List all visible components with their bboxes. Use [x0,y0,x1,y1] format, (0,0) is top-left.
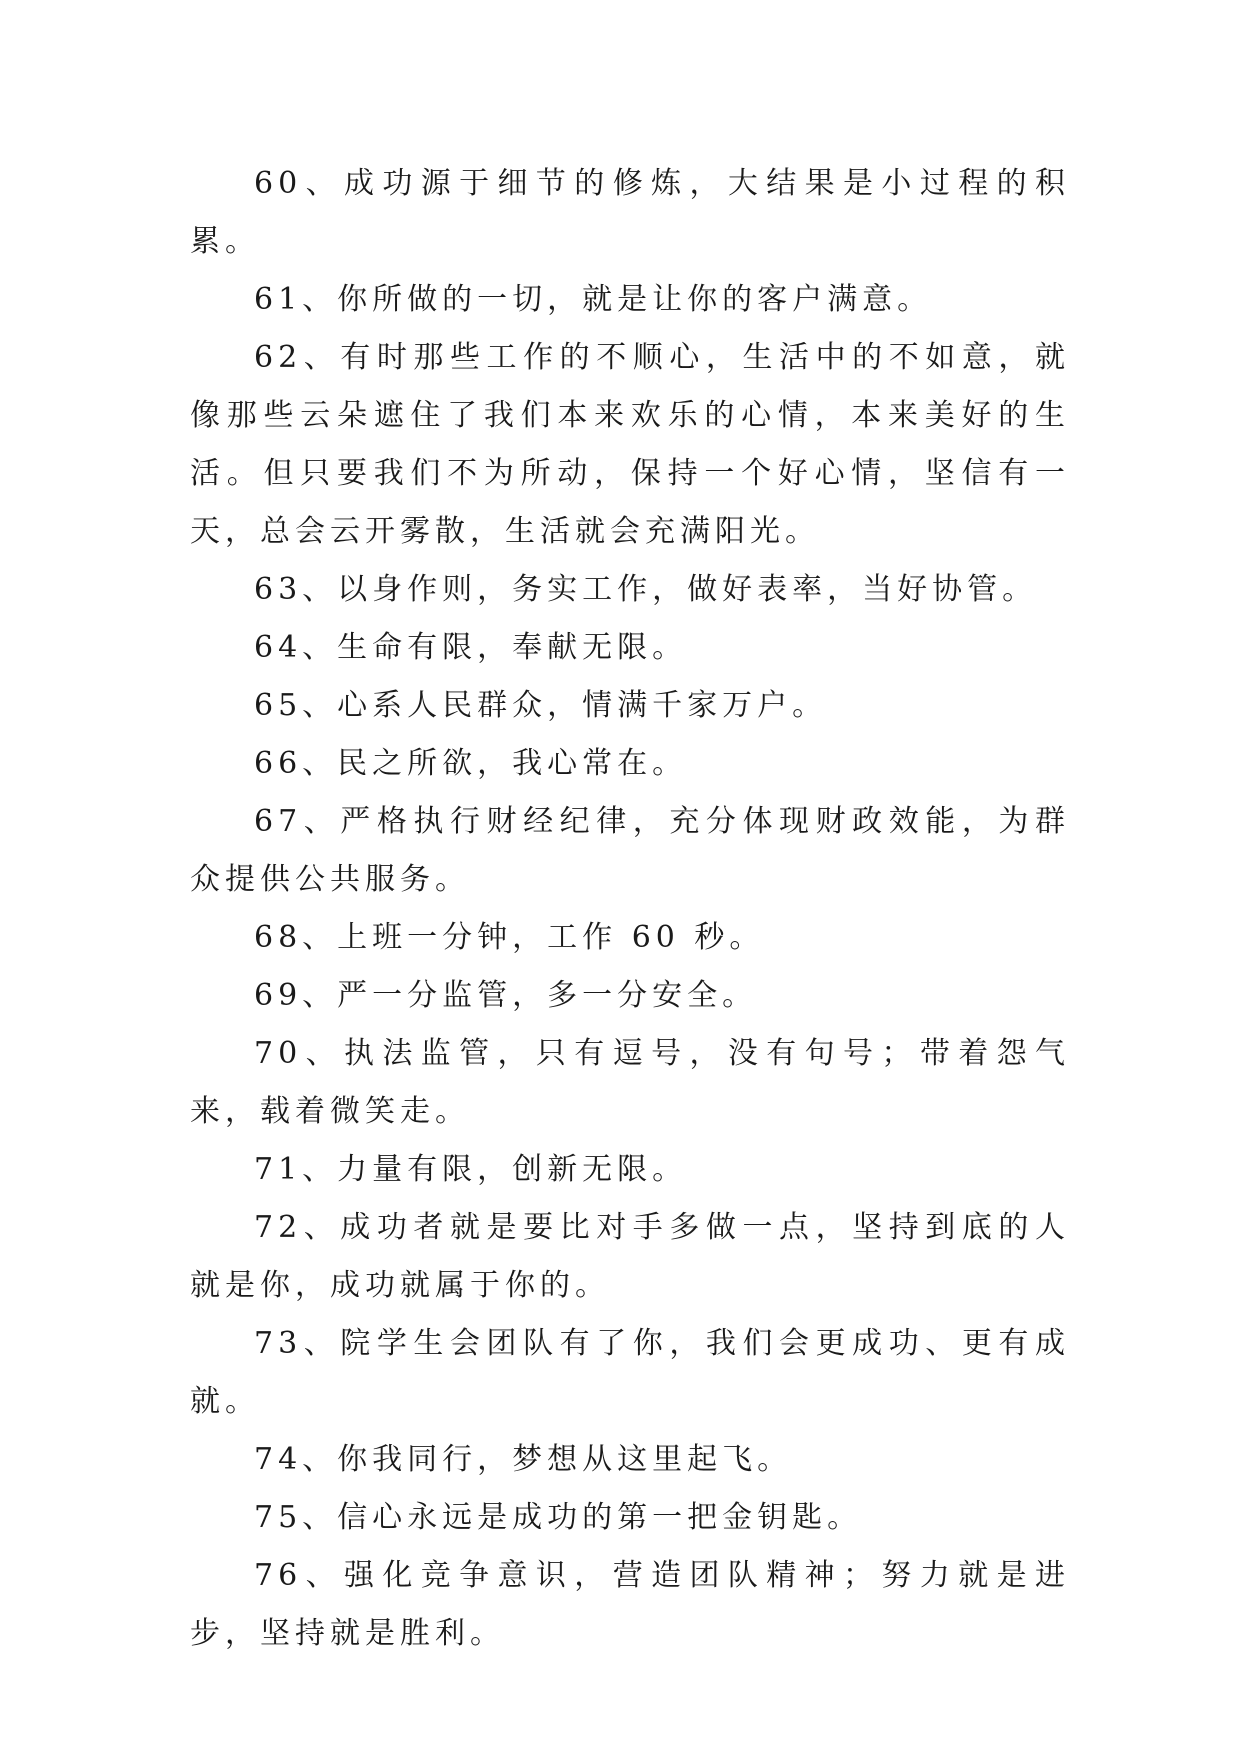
paragraph-74: 74、你我同行，梦想从这里起飞。 [254,1442,793,1477]
document-body [190,155,1070,1663]
paragraph-62: 62、有时那些工作的不顺心，生活中的不如意，就像那些云朵遮住了我们本来欢乐的心情，本来美好的生活。但只要我们不为所动，保持一个好心情，坚信有一天，总会云开雾散，生活就会充满阳光。 [190,340,1070,549]
paragraph-61: 61、你所做的一切，就是让你的客户满意。 [254,282,933,317]
paragraph-60: 60、成功源于细节的修炼，大结果是小过程的积累。 [190,166,1070,259]
paragraph-76: 76、强化竞争意识，营造团队精神；努力就是进步，坚持就是胜利。 [190,1558,1070,1651]
paragraph-69: 69、严一分监管，多一分安全。 [254,978,758,1013]
paragraph-67: 67、严格执行财经纪律，充分体现财政效能，为群众提供公共服务。 [190,804,1070,897]
paragraph-64: 64、生命有限，奉献无限。 [254,630,688,665]
paragraph-65: 65、心系人民群众，情满千家万户。 [254,688,828,723]
paragraph-63: 63、以身作则，务实工作，做好表率，当好协管。 [254,572,1038,607]
paragraph-70: 70、执法监管，只有逗号，没有句号；带着怨气来，载着微笑走。 [190,1036,1070,1129]
paragraph-72: 72、成功者就是要比对手多做一点，坚持到底的人就是你，成功就属于你的。 [190,1210,1070,1303]
paragraph-75: 75、信心永远是成功的第一把金钥匙。 [254,1500,863,1535]
paragraph-73: 73、院学生会团队有了你，我们会更成功、更有成就。 [190,1326,1070,1419]
paragraph-71: 71、力量有限，创新无限。 [254,1152,688,1187]
paragraph-68: 68、上班一分钟，工作 60 秒。 [254,920,765,955]
paragraph-66: 66、民之所欲，我心常在。 [254,746,688,781]
